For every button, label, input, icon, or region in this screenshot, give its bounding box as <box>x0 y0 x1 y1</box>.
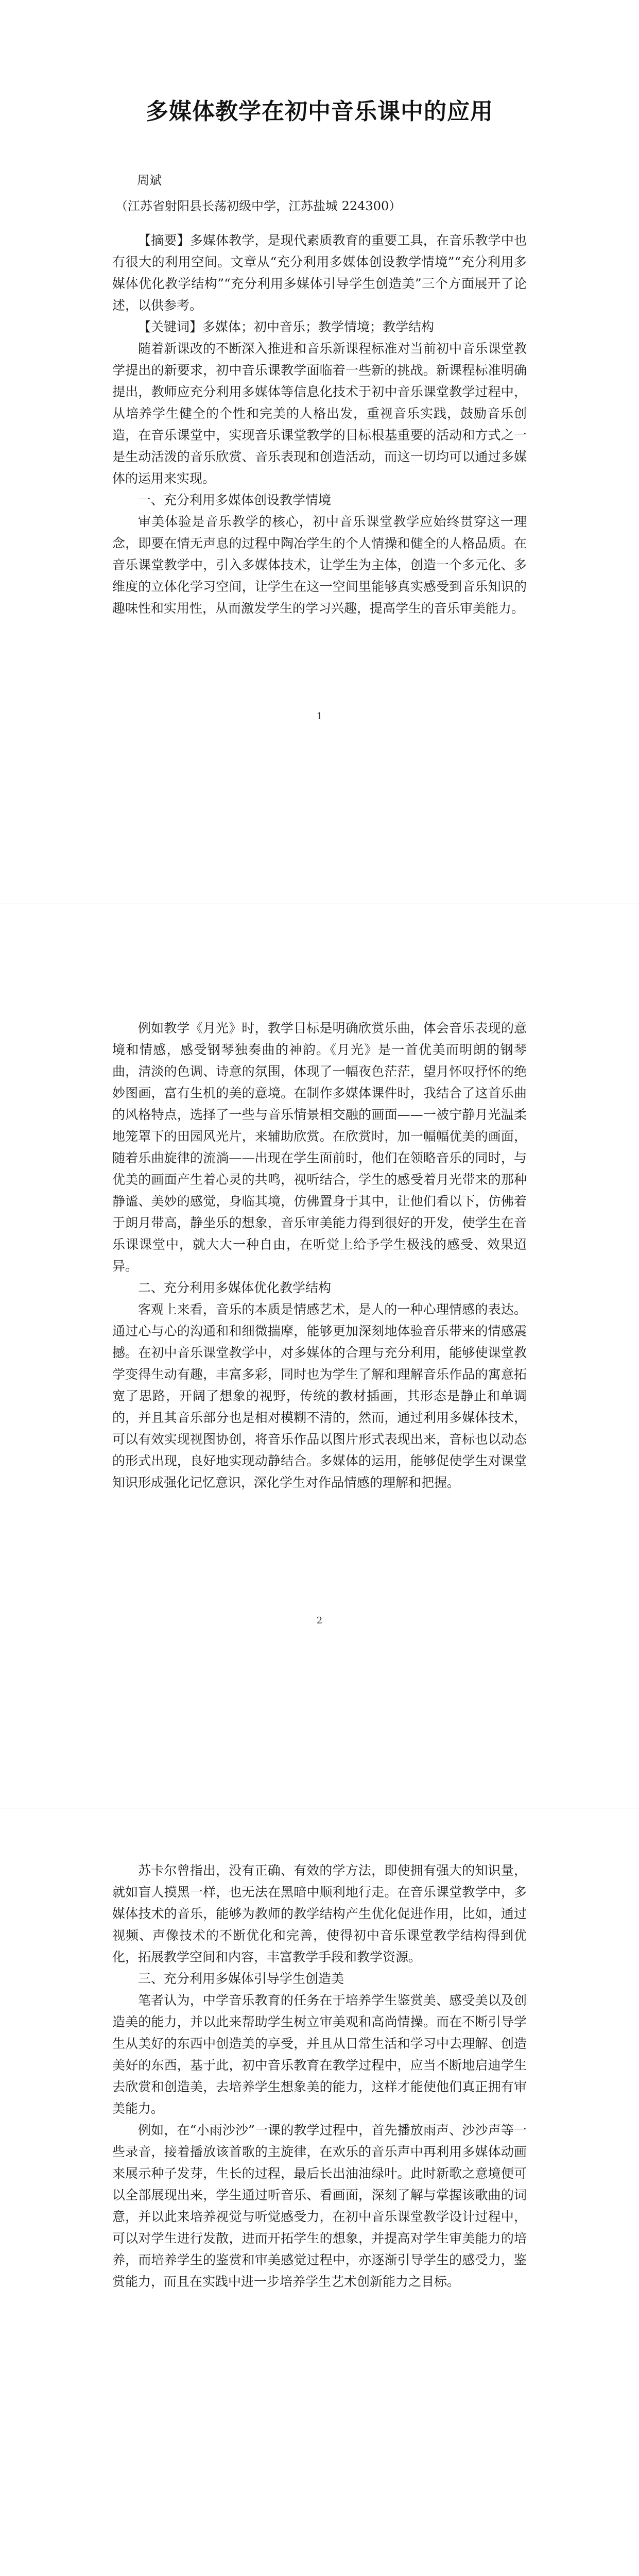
page-2 <box>0 904 639 1808</box>
section-1-paragraph-2: 例如教学《月光》时，教学目标是明确欣赏乐曲，体会音乐表现的意境和情感，感受钢琴独奏曲的神韵。《月光》是一首优美而明朗的钢琴曲，清淡的色调、诗意的氛围，体现了一幅夜色茫茫，望月怀叹抒怀的绝妙图画，富有生机的美的意境。在制作多媒体课件时，我结合了这首乐曲的风格特点，选择了一些与音乐情景相交融的画面——一被宁静月光温柔地笼罩下的田园风光片，来辅助欣赏。在欣赏时，加一幅幅优美的画面，随着乐曲旋律的流淌——出现在学生面前时，他们在领略音乐的同时，与优美的画面产生着心灵的共鸣，视听结合，学生的感受着月光带来的那种静谧、美妙的感觉，身临其境，仿佛置身于其中，让他们看以下，仿佛着于朗月带高，静坐乐的想象，音乐审美能力得到很好的开发，使学生在音乐课课堂中，就大大一种自由，在听觉上给予学生极浅的感受、效果迢异。 <box>112 1021 527 1274</box>
section-2-heading: 二、充分利用多媒体优化教学结构 <box>138 1280 332 1295</box>
author: 周斌 <box>137 173 162 188</box>
abstract: 【摘要】多媒体教学，是现代素质教育的重要工具，在音乐教学中也有很大的利用空间。文章从“充分利用多媒体创设教学情境”“充分利用多媒体优化教学结构”“充分利用多媒体引导学生创造美”三个方面展开了论述，以供参考。 <box>112 233 527 313</box>
page-3 <box>0 1808 639 2576</box>
section-3-paragraph-1: 笔者认为，中学音乐教育的任务在于培养学生鉴赏美、感受美以及创造美的能力，并以此来帮助学生树立审美观和高尚情操。而在不断引导学生从美好的东西中创造美的享受，并且从日常生活和学习中去理解、创造美好的东西，基于此，初中音乐教育在教学过程中，应当不断地启迪学生去欣赏和创造美，去培养学生想象美的能力，这样才能使他们真正拥有审美能力。 <box>112 1993 527 2116</box>
page-1 <box>0 0 639 904</box>
paper-title: 多媒体教学在初中音乐课中的应用 <box>146 98 493 125</box>
affiliation: （江苏省射阳县长荡初级中学，江苏盐城 224300） <box>115 199 402 213</box>
section-2-paragraph-2: 苏卡尔曾指出，没有正确、有效的学方法，即使拥有强大的知识量，就如盲人摸黑一样，也无法在黑暗中顺利地行走。在音乐课堂教学中，多媒体技术的音乐，能够为教师的教学结构产生优化促进作用，比如，通过视频、声像技术的不断优化和完善，使得初中音乐课堂教学结构得到优化，拓展教学空间和内容，丰富教学手段和教学资源。 <box>112 1863 527 1964</box>
section-2-paragraph-1: 客观上来看，音乐的本质是情感艺术，是人的一种心理情感的表达。通过心与心的沟通和和细微揣摩，能够更加深刻地体验音乐带来的情感震撼。在初中音乐课堂教学中，对多媒体的合理与充分利用，能够使课堂教学变得生动有趣，丰富多彩，同时也为学生了解和理解音乐作品的寓意拓宽了思路，开阔了想象的视野，传统的教材插画，其形态是静止和单调的，并且其音乐部分也是相对模糊不清的，然而，通过利用多媒体技术，可以有效实现视图协创，将音乐作品以图片形式表现出来，音标也以动态的形式出现，良好地实现动静结合。多媒体的运用，能够促使学生对课堂知识形成强化记忆意识，深化学生对作品情感的理解和把握。 <box>112 1302 527 1490</box>
intro-paragraph: 随着新课改的不断深入推进和音乐新课程标准对当前初中音乐课堂教学提出的新要求，初中音乐课教学面临着一些新的挑战。新课程标准明确提出，教师应充分利用多媒体等信息化技术于初中音乐课堂教学过程中，从培养学生健全的个性和完美的人格出发，重视音乐实践，鼓励音乐创造，在音乐课堂中，实现音乐课堂教学的目标根基重要的活动和方式之一是生动活泼的音乐欣赏、音乐表现和创造活动，而这一切均可以通过多媒体的运用来实现。 <box>112 341 527 486</box>
front-matter <box>112 170 527 619</box>
page-number: 1 <box>316 711 323 722</box>
section-1-paragraph-1: 审美体验是音乐教学的核心，初中音乐课堂教学应始终贯穿这一理念，即要在情无声息的过程中陶冶学生的个人情操和健全的人格品质。在音乐课堂教学中，引入多媒体技术，让学生为主体，创造一个多元化、多维度的立体化学习空间，让学生在这一空间里能够真实感受到音乐知识的趣味性和实用性，从而激发学生的学习兴趣，提高学生的音乐审美能力。 <box>112 514 527 616</box>
section-3-paragraph-2: 例如，在“小雨沙沙”一课的教学过程中，首先播放雨声、沙沙声等一些录音，接着播放该首歌的主旋律，在欢乐的音乐声中再利用多媒体动画来展示种子发芽，生长的过程，最后长出油油绿叶。此时新歌之意境便可以全部展现出来，学生通过听音乐、看画面，深刻了解与掌握该歌曲的词意，并以此来培养视觉与听觉感受力，在初中音乐课堂教学设计过程中，可以对学生进行发散，进而开拓学生的想象，并提高对学生审美能力的培养，而培养学生的鉴赏和审美感觉过程中，亦逐渐引导学生的感受力，鉴赏能力，而且在实践中进一步培养学生艺术创新能力之目标。 <box>112 2123 527 2289</box>
keywords: 【关键词】多媒体；初中音乐；教学情境；教学结构 <box>138 319 435 334</box>
section-3-heading: 三、充分利用多媒体引导学生创造美 <box>138 1971 344 1986</box>
section-1-heading: 一、充分利用多媒体创设教学情境 <box>138 493 332 507</box>
page-number: 2 <box>316 1615 323 1626</box>
page-3-content <box>112 1860 527 2293</box>
page-2-content <box>112 1018 527 1494</box>
